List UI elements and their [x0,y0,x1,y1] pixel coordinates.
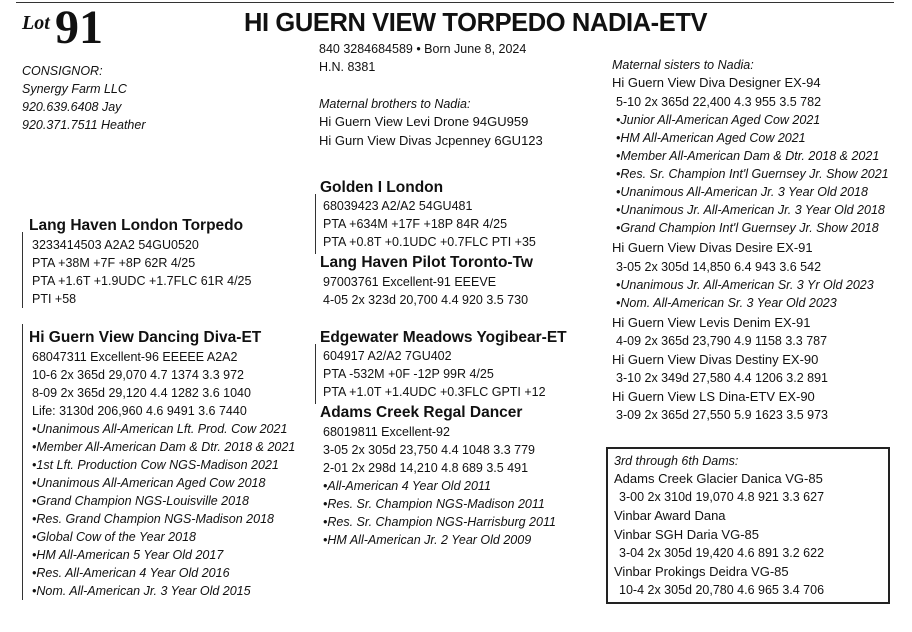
dam-name: Vinbar Prokings Deidra VG-85 [614,564,789,579]
maternal-sister-honor: •Member All-American Dam & Dtr. 2018 & 2021 [616,149,880,163]
dam-name: Adams Creek Glacier Danica VG-85 [614,471,823,486]
maternal-sisters-label: Maternal sisters to Nadia: [612,58,754,72]
paternal-grandsire-detail: PTA +0.8T +0.1UDC +0.7FLC PTI +35 [323,235,536,249]
lot-number: 91 [55,1,103,54]
maternal-granddam-honor: •Res. Sr. Champion NGS-Harrisburg 2011 [323,515,556,529]
pedigree-bracket [22,324,23,600]
dam-honor: •Grand Champion NGS-Louisville 2018 [32,494,249,508]
maternal-sister-record: 3-05 2x 305d 14,850 6.4 943 3.6 542 [616,260,822,274]
dam-detail: 68047311 Excellent-96 EEEEE A2A2 [32,350,238,364]
dam-honor: •Res. All-American 4 Year Old 2016 [32,566,230,580]
maternal-brothers-label: Maternal brothers to Nadia: [319,97,471,111]
dam-record: 3-00 2x 310d 19,070 4.8 921 3.3 627 [619,490,825,504]
dam-honor: •Unanimous All-American Lft. Prod. Cow 2021 [32,422,288,436]
maternal-sister-honor: •Unanimous All-American Jr. 3 Year Old 2018 [616,185,868,199]
maternal-sister-name: Hi Guern View Divas Desire EX-91 [612,240,813,255]
sire-detail: PTA +1.6T +1.9UDC +1.7FLC 61R 4/25 [32,274,252,288]
pedigree-bracket [315,194,316,254]
registration-birthdate: 840 3284684589 • Born June 8, 2024 [319,42,527,56]
maternal-sister-name: Hi Guern View LS Dina-ETV EX-90 [612,389,815,404]
dam-honor: •Nom. All-American Jr. 3 Year Old 2015 [32,584,251,598]
maternal-granddam-honor: •Res. Sr. Champion NGS-Madison 2011 [323,497,545,511]
maternal-grandsire-detail: 604917 A2/A2 7GU402 [323,349,452,363]
dam-honor: •HM All-American 5 Year Old 2017 [32,548,224,562]
sire-detail: 3233414503 A2A2 54GU0520 [32,238,199,252]
maternal-granddam-name: Adams Creek Regal Dancer [320,404,523,421]
dam-name: Hi Guern View Dancing Diva-ET [29,329,262,346]
consignor-phone: 920.371.7511 Heather [22,118,146,132]
maternal-grandsire-name: Edgewater Meadows Yogibear-ET [320,329,567,346]
consignor-phone: 920.639.6408 Jay [22,100,122,114]
dam-name: Vinbar SGH Daria VG-85 [614,527,759,542]
maternal-sister-name: Hi Guern View Diva Designer EX-94 [612,75,821,90]
maternal-sister-honor: •Unanimous Jr. All-American Jr. 3 Year Old 2018 [616,203,885,217]
maternal-sister-name: Hi Guern View Levis Denim EX-91 [612,315,811,330]
maternal-granddam-honor: •HM All-American Jr. 2 Year Old 2009 [323,533,532,547]
sire-detail: PTI +58 [32,292,77,306]
paternal-granddam-sire-detail: 4-05 2x 323d 20,700 4.4 920 3.5 730 [323,293,529,307]
maternal-sister-record: 4-09 2x 365d 23,790 4.9 1158 3.3 787 [616,334,828,348]
pedigree-bracket [22,232,23,308]
consignor-label: CONSIGNOR: [22,64,103,78]
dam-record: Life: 3130d 206,960 4.6 9491 3.6 7440 [32,404,247,418]
page-title: HI GUERN VIEW TORPEDO NADIA-ETV [244,9,708,37]
maternal-sister-honor: •Unanimous Jr. All-American Sr. 3 Yr Old 2023 [616,278,874,292]
paternal-grandsire-detail: PTA +634M +17F +18P 84R 4/25 [323,217,508,231]
maternal-sister-honor: •HM All-American Aged Cow 2021 [616,131,806,145]
maternal-brother: Hi Guern View Levi Drone 94GU959 [319,114,529,129]
maternal-granddam-honor: •All-American 4 Year Old 2011 [323,479,491,493]
maternal-grandsire-detail: PTA +1.0T +1.4UDC +0.3FLC GPTI +12 [323,385,546,399]
paternal-grandsire-detail: 68039423 A2/A2 54GU481 [323,199,473,213]
herd-number: H.N. 8381 [319,60,376,74]
maternal-sister-record: 3-09 2x 365d 27,550 5.9 1623 3.5 973 [616,408,828,422]
dams-box-label: 3rd through 6th Dams: [614,454,739,468]
maternal-sister-honor: •Junior All-American Aged Cow 2021 [616,113,821,127]
maternal-sister-name: Hi Guern View Divas Destiny EX-90 [612,352,819,367]
consignor-name: Synergy Farm LLC [22,82,127,96]
maternal-sister-honor: •Res. Sr. Champion Int'l Guernsey Jr. Show 2021 [616,167,889,181]
dam-record: 8-09 2x 365d 29,120 4.4 1282 3.6 1040 [32,386,251,400]
sire-detail: PTA +38M +7F +8P 62R 4/25 [32,256,196,270]
dam-record: 3-04 2x 305d 19,420 4.6 891 3.2 622 [619,546,825,560]
dam-honor: •Unanimous All-American Aged Cow 2018 [32,476,266,490]
maternal-brother: Hi Gurn View Divas Jcpenney 6GU123 [319,133,543,148]
paternal-grandsire-name: Golden I London [320,179,444,196]
dam-honor: •1st Lft. Production Cow NGS-Madison 2021 [32,458,279,472]
dam-honor: •Res. Grand Champion NGS-Madison 2018 [32,512,274,526]
maternal-granddam-record: 3-05 2x 305d 23,750 4.4 1048 3.3 779 [323,443,535,457]
maternal-sister-record: 5-10 2x 365d 22,400 4.3 955 3.5 782 [616,95,822,109]
maternal-sister-record: 3-10 2x 349d 27,580 4.4 1206 3.2 891 [616,371,828,385]
maternal-granddam-detail: 68019811 Excellent-92 [323,425,450,439]
sire-name: Lang Haven London Torpedo [29,217,244,234]
maternal-sister-honor: •Grand Champion Int'l Guernsey Jr. Show 2018 [616,221,879,235]
lot-label: Lot [22,12,50,34]
dam-record: 10-6 2x 365d 29,070 4.7 1374 3.3 972 [32,368,244,382]
dam-name: Vinbar Award Dana [614,508,726,523]
paternal-granddam-sire-name: Lang Haven Pilot Toronto-Tw [320,254,533,271]
maternal-grandsire-detail: PTA -532M +0F -12P 99R 4/25 [323,367,494,381]
paternal-granddam-sire-detail: 97003761 Excellent-91 EEEVE [323,275,497,289]
top-rule [16,2,894,3]
maternal-sister-honor: •Nom. All-American Sr. 3 Year Old 2023 [616,296,837,310]
pedigree-bracket [315,344,316,404]
maternal-granddam-record: 2-01 2x 298d 14,210 4.8 689 3.5 491 [323,461,529,475]
dam-honor: •Global Cow of the Year 2018 [32,530,196,544]
dam-record: 10-4 2x 305d 20,780 4.6 965 3.4 706 [619,583,825,597]
dam-honor: •Member All-American Dam & Dtr. 2018 & 2021 [32,440,296,454]
